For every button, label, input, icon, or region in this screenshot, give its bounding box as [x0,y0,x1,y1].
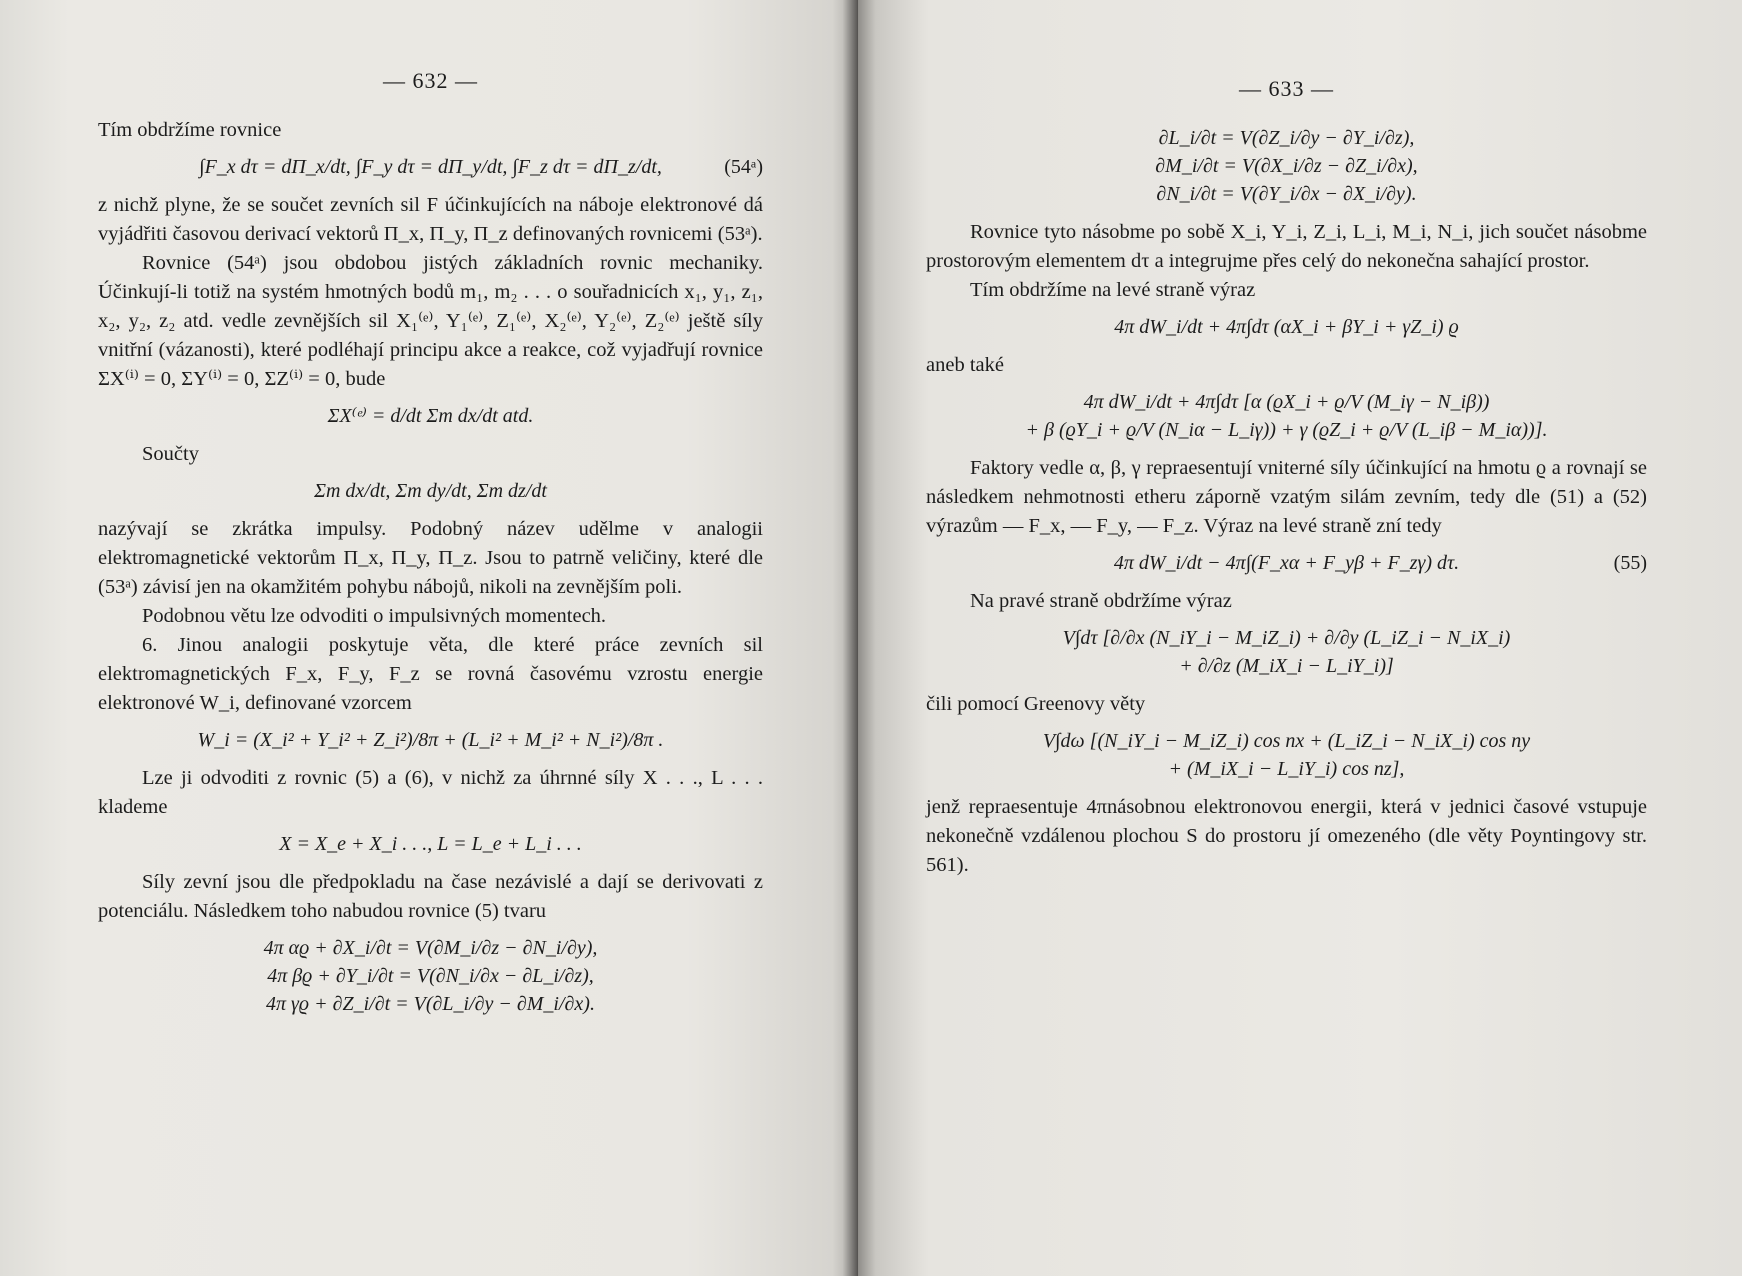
equation-total-forces: X = X_e + X_i . . ., L = L_e + L_i . . . [279,833,582,855]
intro-text: Tím obdržíme rovnice [98,119,282,141]
left-page [0,0,858,1276]
paragraph-5: 6. Jinou analogii poskytuje věta, dle které práce zevních sil elektromagnetických F_x, F_y, F_z se rovná časovému vzrostu energie elektronové W_i, definované vzorcem [98,634,763,714]
soucty-label: Součty [142,443,199,465]
paragraph-7: Síly zevní jsou dle předpokladu na čase nezávislé a dají se derivovati z potenciálu. Následkem toho nabudou rovnice (5) tvaru [98,871,763,922]
equation-left-side-1: 4π dW_i/dt + 4π∫dτ (αX_i + βY_i + γZ_i) ϱ [1114,316,1459,338]
right-paragraph-5: čili pomocí Greenovy věty [926,693,1146,715]
right-page [858,0,1742,1276]
equation-green [926,727,1647,783]
paragraph-2: Rovnice (54ᵃ) jsou obdobou jistých základních rovnic mechaniky. Účinkují-li totiž na systém hmotných bodů m₁, m₂ . . . o souřadnicích x₁, y₁, z₁, x₂, y₂, z₂ atd. vedle zevnějších sil X₁⁽ᵉ⁾, Y₁⁽ᵉ⁾, Z₁⁽ᵉ⁾, X₂⁽ᵉ⁾, Y₂⁽ᵉ⁾, Z₂⁽ᵉ⁾ ještě síly vnitřní (vázanosti), které podléhají principu akce a reakce, což vyjadřují rovnice ΣX⁽ⁱ⁾ = 0, ΣY⁽ⁱ⁾ = 0, ΣZ⁽ⁱ⁾ = 0, bude [98,252,763,390]
paragraph-4: Podobnou větu lze odvoditi o impulsivných momentech. [142,605,607,627]
right-paragraph-3: Faktory vedle α, β, γ repraesentují vniterné síly účinkující na hmotu ϱ a rovnají se následkem nehmotnosti etheru záporně vzatým silám zevním, tedy dle (51) a (52) výrazům — F_x, — F_y, — F_z. Výraz na levé straně zní tedy [926,457,1647,537]
equation-energy: W_i = (X_i² + Y_i² + Z_i²)/8π + (L_i² + M_i² + N_i²)/8π . [197,729,664,751]
equation-sum-external: ΣX⁽ᵉ⁾ = d/dt Σm dx/dt atd. [327,405,534,427]
equation-right-side-line-1: V∫dτ [∂/∂x (N_iY_i − M_iZ_i) + ∂/∂y (L_iZ_i − N_iX_i) [1062,627,1511,649]
equation-left-side-2 [926,388,1647,444]
equation-6-line-2: ∂M_i/∂t = V(∂X_i/∂z − ∂Z_i/∂x), [1155,155,1418,177]
equation-6-line-3: ∂N_i/∂t = V(∂Y_i/∂x − ∂X_i/∂y). [1156,183,1417,205]
equation-green-line-1: V∫dω [(N_iY_i − M_iZ_i) cos nx + (L_iZ_i − N_iX_i) cos ny [1042,730,1531,752]
page-number-632: — 632 — [383,68,478,93]
equation-55-number: (55) [1613,552,1647,574]
right-paragraph-6: jenž repraesentuje 4πnásobnou elektronovou energii, která v jednici časové vstupuje nekonečně vzdálenou plochou S do prostoru jí omezeného (dle věty Poyntingovy str. 561). [926,796,1647,876]
equation-green-line-2: + (M_iX_i − L_iY_i) cos nz], [1168,758,1405,780]
right-paragraph-4: Na pravé straně obdržíme výraz [970,590,1232,612]
equation-54a [98,153,763,181]
equation-right-side [926,624,1647,680]
right-paragraph-2: Tím obdržíme na levé straně výraz [970,279,1256,301]
equation-5-line-3: 4π γϱ + ∂Z_i/∂t = V(∂L_i/∂y − ∂M_i/∂x). [266,993,595,1015]
equation-55-body: 4π dW_i/dt − 4π∫(F_xα + F_yβ + F_zγ) dτ. [1113,552,1460,574]
equation-6-line-1: ∂L_i/∂t = V(∂Z_i/∂y − ∂Y_i/∂z), [1158,127,1415,149]
equation-group-6 [926,124,1647,208]
equation-group-5 [98,934,763,1018]
equation-54a-body: ∫F_x dτ = dΠ_x/dt, ∫F_y dτ = dΠ_y/dt, ∫F_z dτ = dΠ_z/dt, [199,156,662,178]
aneb-label: aneb také [926,354,1004,376]
paragraph-3: nazývají se zkrátka impulsy. Podobný název udělme v analogii elektromagnetické vektorům Π_x, Π_y, Π_z. Jsou to patrně veličiny, které dle (53ᵃ) závisí jen na okamžitém pohybu nábojů, nikoli na zevnějším poli. [98,518,763,598]
equation-left-side-2-line-2: + β (ϱY_i + ϱ/V (N_iα − L_iγ)) + γ (ϱZ_i + ϱ/V (L_iβ − M_iα))]. [1025,419,1548,441]
equation-55 [926,549,1647,577]
paragraph-1: z nichž plyne, že se součet zevních sil F účinkujících na náboje elektronové dá vyjádřiti časovou derivací vektorů Π_x, Π_y, Π_z definovaných rovnicemi (53ᵃ). [98,194,763,245]
equation-5-line-2: 4π βϱ + ∂Y_i/∂t = V(∂N_i/∂x − ∂L_i/∂z), [267,965,594,987]
equation-left-side-2-line-1: 4π dW_i/dt + 4π∫dτ [α (ϱX_i + ϱ/V (M_iγ − N_iβ)) [1083,391,1490,413]
equation-5-line-1: 4π αϱ + ∂X_i/∂t = V(∂M_i/∂z − ∂N_i/∂y), [263,937,598,959]
equation-impulses: Σm dx/dt, Σm dy/dt, Σm dz/dt [314,480,547,502]
equation-54a-number: (54ᵃ) [724,156,763,178]
page-number-633: — 633 — [1239,76,1334,101]
paragraph-6: Lze ji odvoditi z rovnic (5) a (6), v nichž za úhrnné síly X . . ., L . . . klademe [98,767,763,818]
right-paragraph-1: Rovnice tyto násobme po sobě X_i, Y_i, Z_i, L_i, M_i, N_i, jich součet násobme prostorovým elementem dτ a integrujme přes celý do nekonečna sahající prostor. [926,221,1647,272]
equation-right-side-line-2: + ∂/∂z (M_iX_i − L_iY_i)] [1179,655,1394,677]
